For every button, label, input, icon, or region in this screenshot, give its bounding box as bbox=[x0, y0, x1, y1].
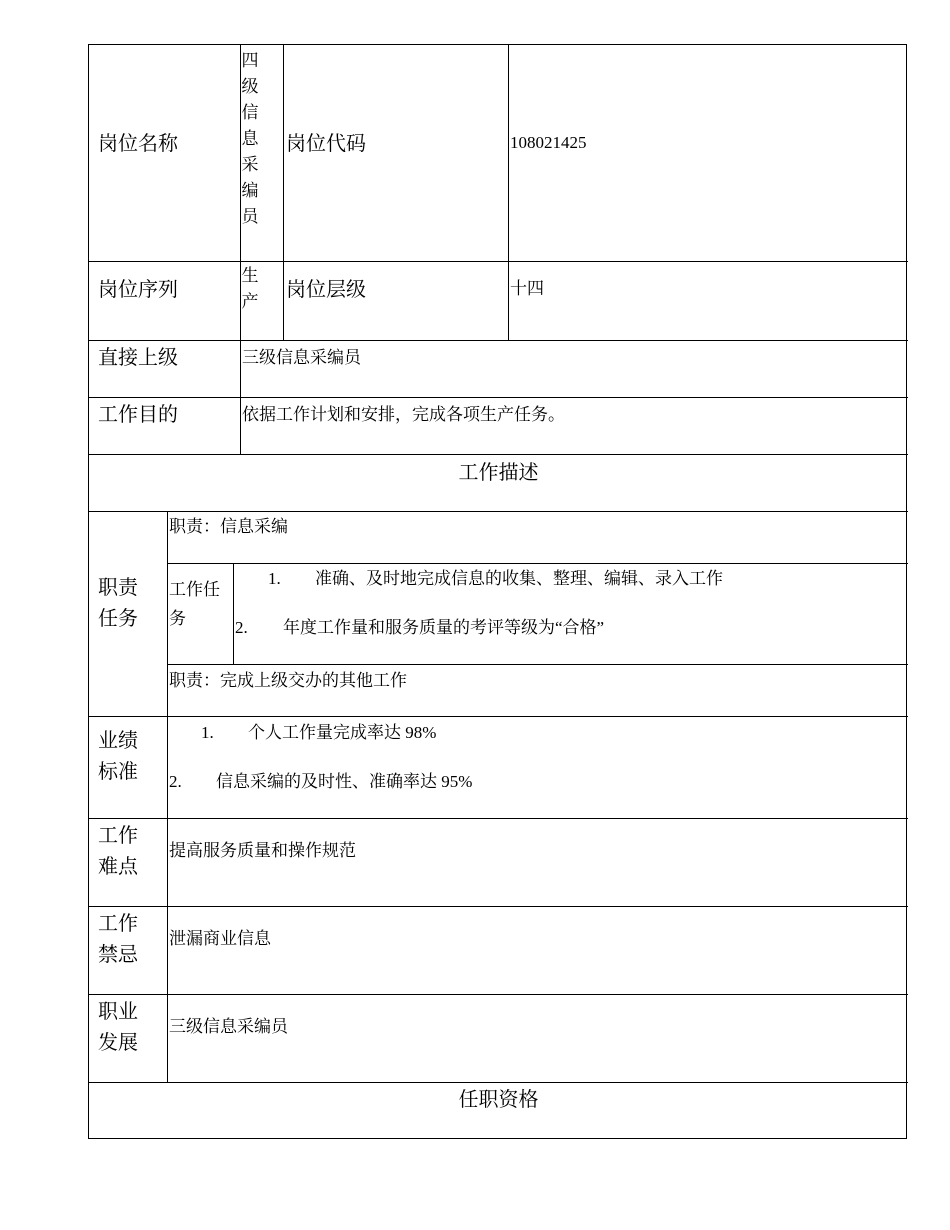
row-divider bbox=[89, 261, 908, 262]
task-1-number: 1. bbox=[268, 569, 281, 588]
position-code-label: 岗位代码 bbox=[286, 133, 366, 155]
row-divider bbox=[89, 1082, 908, 1083]
row-divider bbox=[89, 818, 908, 819]
direct-superior-value: 三级信息采编员 bbox=[242, 348, 361, 367]
position-series-value: 生产 bbox=[241, 266, 259, 311]
row-divider bbox=[89, 397, 908, 398]
performance-label: 业绩标准 bbox=[98, 730, 138, 783]
taboo-value: 泄漏商业信息 bbox=[169, 929, 271, 948]
row-divider bbox=[168, 563, 908, 564]
col-divider bbox=[233, 563, 234, 664]
difficulty-value: 提高服务质量和操作规范 bbox=[169, 841, 356, 860]
performance-1-text: 个人工作量完成率达 98% bbox=[248, 723, 437, 742]
direct-superior-label: 直接上级 bbox=[98, 347, 178, 369]
duty-1: 职责：信息采编 bbox=[169, 517, 288, 536]
taboo-label: 工作禁忌 bbox=[98, 913, 138, 966]
row-divider bbox=[168, 664, 908, 665]
career-value: 三级信息采编员 bbox=[169, 1017, 288, 1036]
position-code-value: 108021425 bbox=[510, 133, 587, 152]
job-description-table bbox=[88, 44, 907, 1139]
col-divider bbox=[167, 511, 168, 1082]
col-divider bbox=[283, 45, 284, 340]
position-name-label: 岗位名称 bbox=[98, 133, 178, 155]
task-1-text: 准确、及时地完成信息的收集、整理、编辑、录入工作 bbox=[315, 569, 723, 588]
row-divider bbox=[89, 511, 908, 512]
work-purpose-label: 工作目的 bbox=[98, 404, 178, 426]
col-divider bbox=[508, 45, 509, 340]
performance-2-text: 信息采编的及时性、准确率达 95% bbox=[216, 772, 473, 791]
difficulty-label: 工作难点 bbox=[98, 825, 138, 878]
performance-1-number: 1. bbox=[201, 723, 214, 742]
duty-2: 职责：完成上级交办的其他工作 bbox=[169, 671, 407, 690]
row-divider bbox=[89, 994, 908, 995]
work-description-heading: 工作描述 bbox=[458, 462, 539, 484]
row-divider bbox=[89, 906, 908, 907]
row-divider bbox=[89, 340, 908, 341]
duties-label: 职责任务 bbox=[98, 577, 138, 630]
task-2-number: 2. bbox=[235, 618, 248, 637]
position-series-label: 岗位序列 bbox=[98, 279, 178, 301]
position-name-value: 四级信息采编员 bbox=[241, 51, 259, 226]
qualification-heading: 任职资格 bbox=[458, 1089, 539, 1111]
position-level-label: 岗位层级 bbox=[286, 279, 366, 301]
row-divider bbox=[89, 454, 908, 455]
performance-2-number: 2. bbox=[169, 772, 182, 791]
task-2-text: 年度工作量和服务质量的考评等级为“合格” bbox=[283, 618, 605, 637]
work-purpose-value: 依据工作计划和安排，完成各项生产任务。 bbox=[242, 405, 565, 424]
row-divider bbox=[89, 716, 908, 717]
career-label: 职业发展 bbox=[98, 1001, 138, 1054]
position-level-value: 十四 bbox=[510, 279, 544, 298]
task-label: 工作任务 bbox=[169, 580, 220, 628]
